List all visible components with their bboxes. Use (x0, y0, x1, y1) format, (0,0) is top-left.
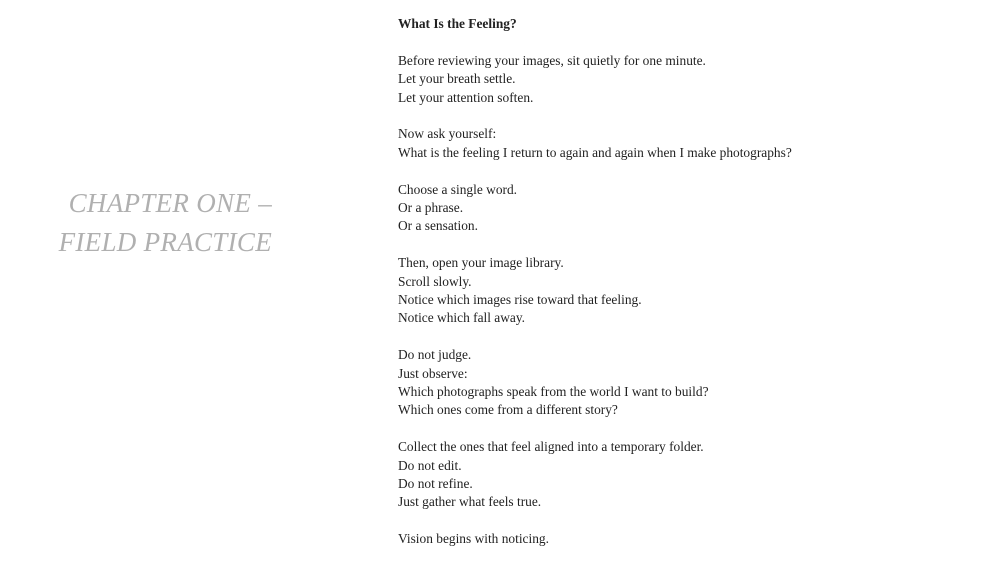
text-line: Then, open your image library. (398, 255, 564, 271)
chapter-title (0, 184, 272, 262)
text-line: Or a sensation. (398, 218, 478, 234)
text-content (398, 15, 958, 549)
chapter-title-line-1: CHAPTER ONE – (68, 188, 272, 218)
text-line: Just gather what feels true. (398, 494, 542, 510)
text-line: Do not judge. (398, 347, 472, 363)
text-line: Let your breath settle. (398, 71, 516, 87)
text-line: Notice which fall away. (398, 310, 526, 326)
paragraph-2 (398, 125, 958, 162)
text-line: Before reviewing your images, sit quietly for one minute. (398, 52, 706, 68)
paragraph-1 (398, 52, 958, 107)
paragraph-4 (398, 254, 958, 328)
text-line: What is the feeling I return to again and again when I make photographs? (398, 144, 792, 160)
chapter-title-line-2: FIELD PRACTICE (58, 227, 272, 257)
text-line: Just observe: (398, 365, 468, 381)
paragraph-5 (398, 346, 958, 420)
text-line: Let your attention soften. (398, 89, 534, 105)
text-line: Choose a single word. (398, 181, 518, 197)
text-line: Which ones come from a different story? (398, 402, 618, 418)
text-line: Do not refine. (398, 476, 473, 492)
text-line: Collect the ones that feel aligned into a temporary folder. (398, 439, 704, 455)
text-line: Vision begins with noticing. (398, 531, 549, 547)
text-line: Notice which images rise toward that feeling. (398, 292, 642, 308)
text-line: Or a phrase. (398, 200, 464, 216)
section-heading: What Is the Feeling? (398, 16, 517, 31)
paragraph-3 (398, 181, 958, 236)
paragraph-6 (398, 438, 958, 512)
text-line: Which photographs speak from the world I want to build? (398, 384, 709, 400)
text-line: Now ask yourself: (398, 126, 497, 142)
paragraph-7 (398, 530, 958, 548)
text-line: Do not edit. (398, 457, 462, 473)
text-line: Scroll slowly. (398, 273, 472, 289)
